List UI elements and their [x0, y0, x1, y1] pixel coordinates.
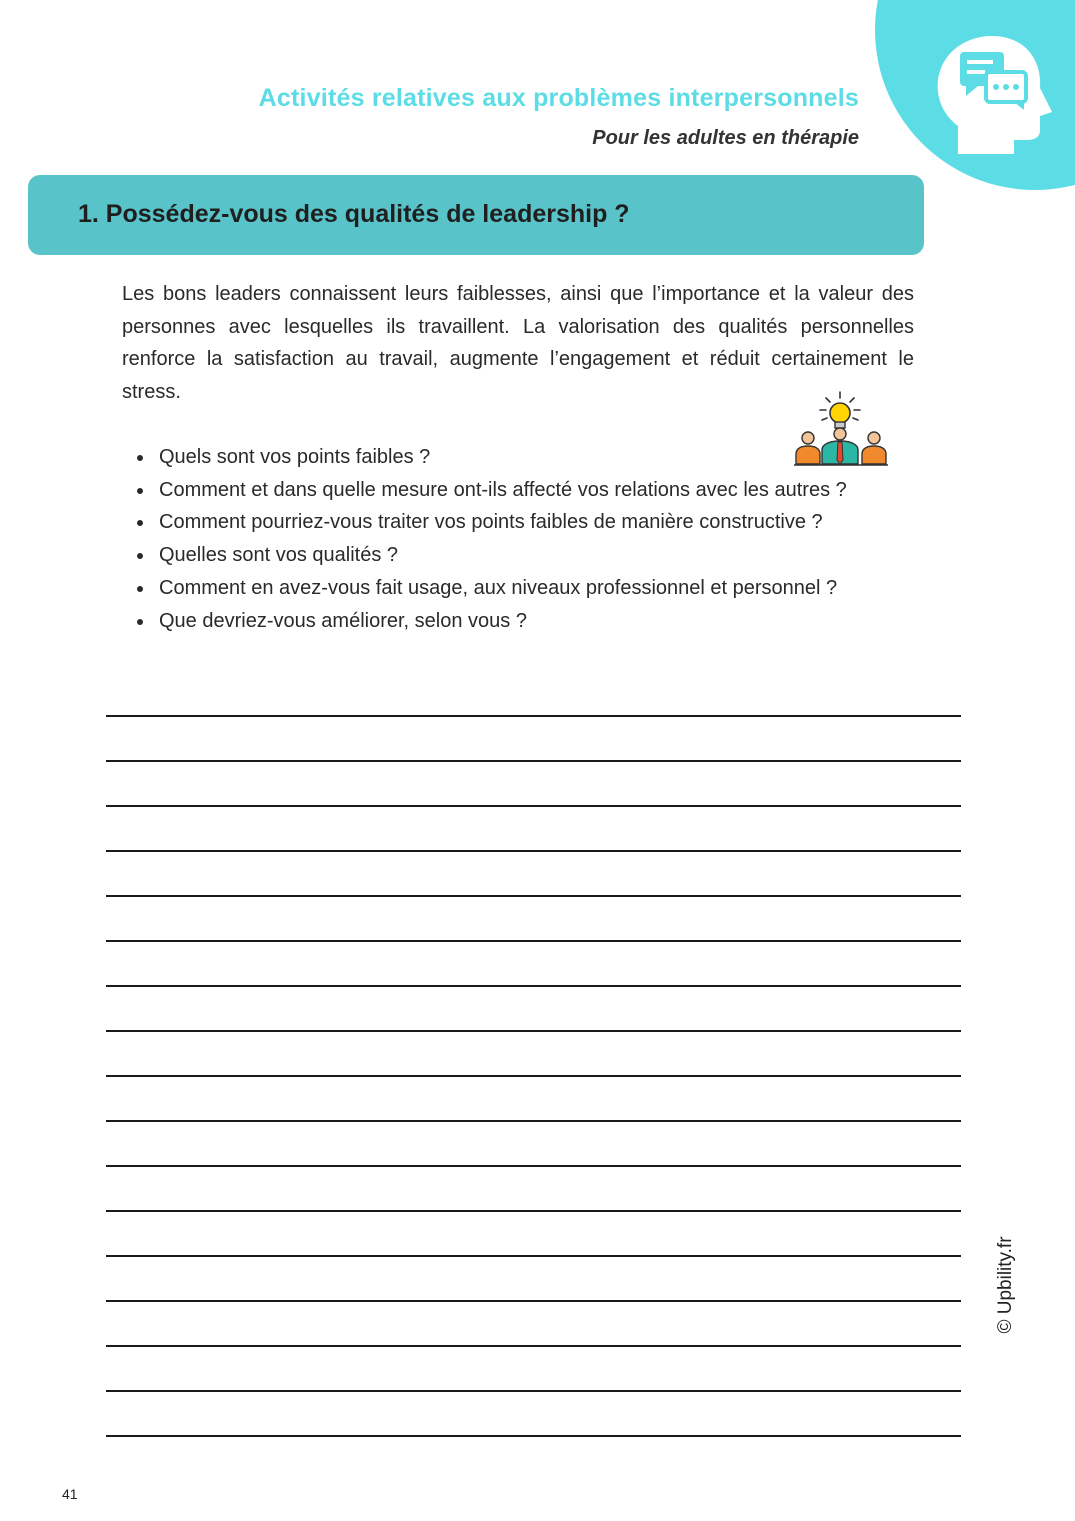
header-title: Activités relatives aux problèmes interpersonnels [258, 84, 859, 112]
answer-line[interactable] [106, 1030, 961, 1075]
head-speech-bubbles-icon [930, 30, 1060, 155]
section-banner [28, 175, 924, 255]
answer-line[interactable] [106, 715, 961, 760]
answer-line[interactable] [106, 1345, 961, 1390]
answer-line[interactable] [106, 1300, 961, 1345]
answer-line[interactable] [106, 985, 961, 1030]
answer-line[interactable] [106, 1255, 961, 1300]
answer-lines [106, 715, 961, 1480]
question-item: Que devriez-vous améliorer, selon vous ? [122, 605, 942, 638]
header-subtitle: Pour les adultes en thérapie [592, 127, 859, 149]
question-item: Comment et dans quelle mesure ont-ils affecté vos relations avec les autres ? [122, 474, 942, 507]
question-item: Comment pourriez-vous traiter vos points faibles de manière constructive ? [122, 506, 942, 539]
copyright-text: © Upbility.fr [995, 1236, 1016, 1334]
question-item: Quelles sont vos qualités ? [122, 539, 942, 572]
section-title: 1. Possédez-vous des qualités de leadership ? [78, 200, 630, 228]
question-item: Quels sont vos points faibles ? [122, 441, 942, 474]
answer-line[interactable] [106, 1435, 961, 1480]
answer-line[interactable] [106, 805, 961, 850]
answer-line[interactable] [106, 850, 961, 895]
page-number: 41 [62, 1486, 78, 1502]
intro-paragraph: Les bons leaders connaissent leurs faiblesses, ainsi que l’importance et la valeur des personnes avec lesquelles ils travaillent. La valorisation des qualités personnelles renforce la satisfaction au travail, augmente l’engagement et réduit certainement le stress. [122, 283, 914, 403]
answer-line[interactable] [106, 1390, 961, 1435]
answer-line[interactable] [106, 895, 961, 940]
answer-line[interactable] [106, 1075, 961, 1120]
answer-line[interactable] [106, 760, 961, 805]
question-list [122, 441, 942, 637]
answer-line[interactable] [106, 1120, 961, 1165]
answer-line[interactable] [106, 1210, 961, 1255]
answer-line[interactable] [106, 940, 961, 985]
answer-line[interactable] [106, 1165, 961, 1210]
question-item: Comment en avez-vous fait usage, aux niveaux professionnel et personnel ? [122, 572, 942, 605]
